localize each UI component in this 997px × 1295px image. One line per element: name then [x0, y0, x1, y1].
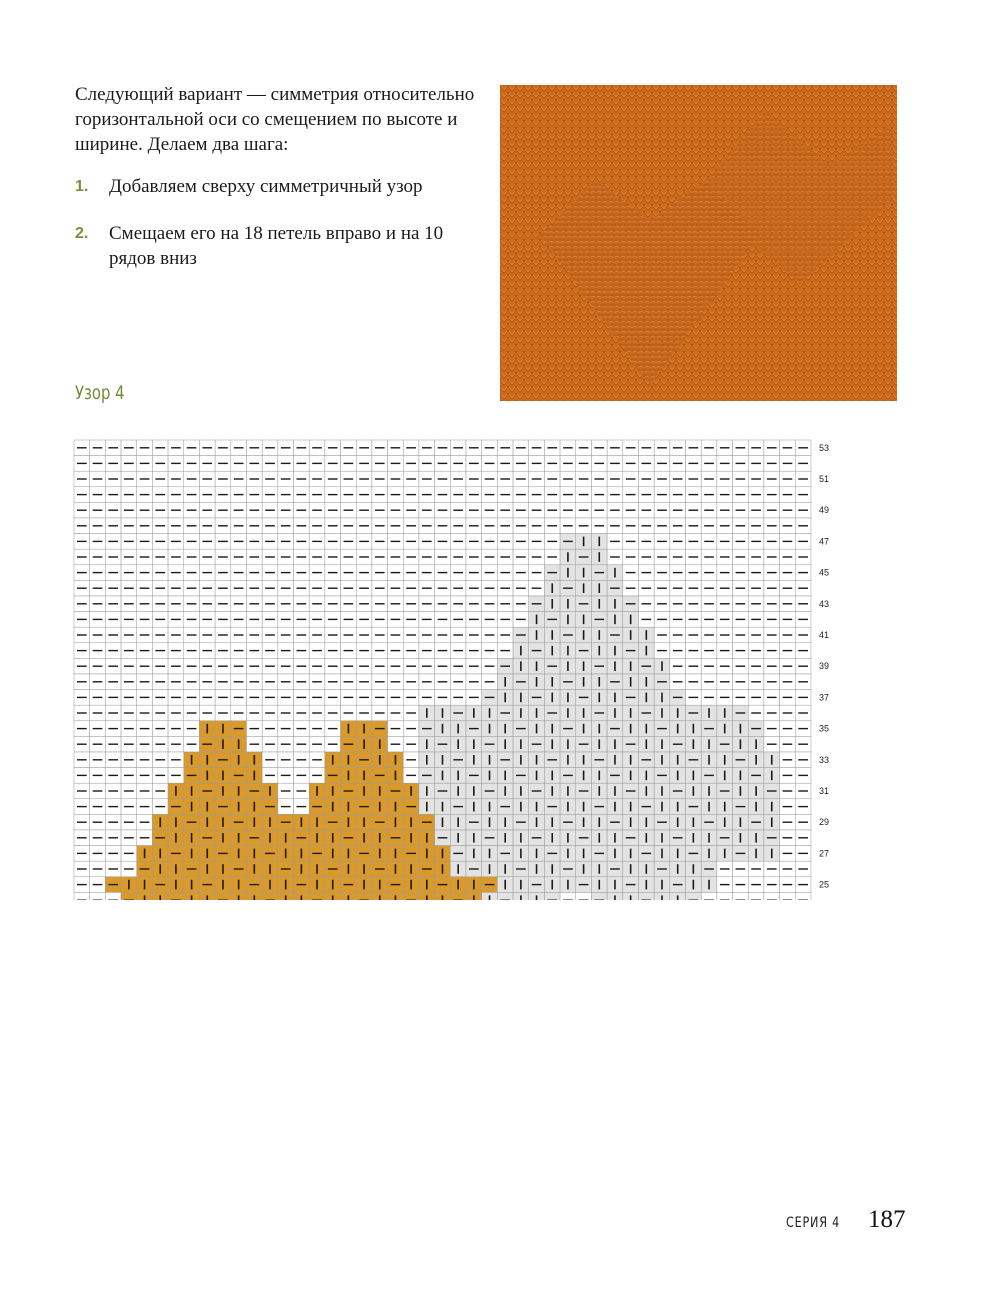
- chart-cell: [701, 892, 717, 900]
- step-number: 1.: [75, 178, 89, 195]
- row-label: 53: [818, 442, 829, 453]
- chart-cell: [748, 892, 764, 900]
- chart-cell: [450, 892, 466, 900]
- chart-cell: [780, 892, 796, 900]
- chart-cell: [497, 892, 513, 900]
- step-number: 2.: [75, 225, 89, 242]
- row-label: 49: [818, 505, 829, 516]
- step-text: Смещаем его на 18 петель вправо и на 10 рядов вниз: [109, 223, 444, 269]
- chart-cell: [686, 892, 702, 900]
- row-label: 43: [818, 598, 829, 609]
- chart-cell: [168, 892, 184, 900]
- pattern-title: Узор 4: [75, 382, 125, 404]
- chart-cell: [403, 892, 419, 900]
- chart-cell: [121, 892, 137, 900]
- row-label: 47: [818, 536, 829, 547]
- chart-cell: [74, 892, 90, 900]
- step-text: Добавляем сверху симметричный узор: [109, 176, 423, 197]
- chart-cell: [560, 892, 576, 900]
- row-label: 51: [818, 474, 829, 484]
- intro-paragraph: Следующий вариант — симметрия относительно горизонтальной оси со смещением по высоте и ширине. Делаем два шага:: [75, 84, 475, 155]
- chart-cell: [733, 892, 749, 900]
- chart-cell: [262, 892, 278, 900]
- chart-cell: [576, 892, 592, 900]
- row-label: 41: [818, 630, 829, 640]
- chart-cell: [544, 892, 560, 900]
- chart-cell: [309, 892, 325, 900]
- chart-cell: [105, 892, 121, 900]
- chart-cell: [215, 892, 231, 900]
- row-label: 45: [818, 567, 829, 578]
- chart-cell: [638, 892, 654, 900]
- chart-cell: [356, 892, 372, 900]
- chart-cell: [717, 892, 733, 900]
- chart-cell: [591, 892, 607, 900]
- chart-cell: [795, 892, 811, 900]
- chart-cell: [764, 892, 780, 900]
- chart-cell: [90, 892, 106, 900]
